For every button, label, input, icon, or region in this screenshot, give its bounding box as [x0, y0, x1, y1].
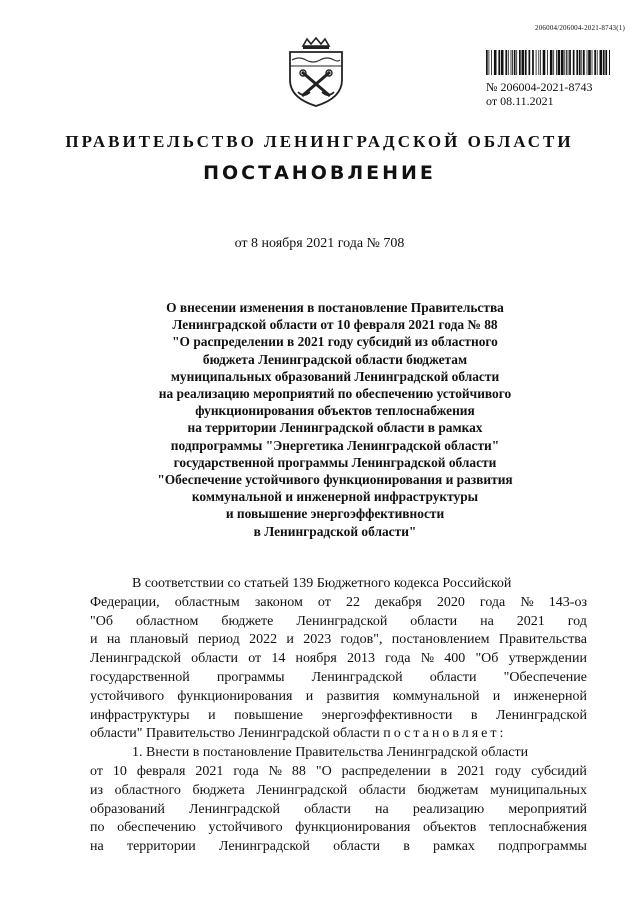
body-word: устойчивого [208, 820, 283, 836]
title-line: Ленинградской области от 10 февраля 2021 года № 88 [172, 317, 498, 333]
body-line [90, 594, 587, 613]
barcode-bar [540, 50, 541, 75]
body-word: Ленинградской [496, 707, 587, 723]
body-word: рамках [433, 839, 475, 855]
title-line: муниципальных образований Ленинградской области [170, 368, 500, 384]
body-word: областного [114, 782, 181, 798]
body-word: области [429, 669, 477, 685]
barcode [486, 50, 610, 75]
barcode-bar [505, 50, 507, 75]
body-word: области [358, 782, 406, 798]
body-line [90, 838, 587, 857]
body-word: инфраструктуры [90, 707, 190, 723]
body-word: повышение [234, 707, 303, 723]
body-word: от [317, 594, 331, 610]
title-line: в Ленинградской области" [253, 523, 417, 539]
body-word: Ленинградской [218, 839, 310, 855]
title-line: коммунальной и инженерной инфраструктуры [191, 489, 479, 505]
barcode-bar [609, 50, 610, 75]
body-word: в [403, 839, 410, 855]
document-date: от 8 ноября 2021 года № 708 [234, 236, 405, 251]
body-word: обеспечению [117, 820, 196, 836]
body-word: годов", [340, 632, 383, 648]
barcode-bar [556, 50, 557, 75]
body-word: № [420, 651, 435, 667]
body-word: объектов [422, 820, 477, 836]
barcode-bar [600, 50, 603, 75]
title-line: на территории Ленинградской области в рамках [187, 420, 483, 436]
body-line [90, 613, 587, 632]
title-line: бюджета Ленинградской области бюджетам [202, 351, 468, 367]
barcode-bar [592, 50, 593, 75]
body-line [90, 631, 587, 650]
barcode-bar [511, 50, 512, 75]
body-word: постановлением [391, 632, 490, 648]
barcode-bar [514, 50, 516, 75]
barcode-bar [538, 50, 539, 75]
body-word: в [470, 707, 478, 723]
barcode-bar [519, 50, 521, 75]
barcode-bar [605, 50, 607, 75]
body-word: функционирования [295, 820, 411, 836]
body-word: и [208, 707, 216, 723]
body-line [90, 669, 587, 688]
body-word: инженерной [513, 688, 587, 704]
barcode-bar [558, 50, 561, 75]
body-word: устойчивого [90, 688, 165, 704]
body-word: областным [174, 594, 240, 610]
body-word: Ленинградской [189, 801, 280, 817]
body-word: и [90, 632, 98, 648]
body-word: декабря [375, 594, 422, 610]
registration-date: от 08.11.2021 [486, 94, 554, 108]
barcode-bar [579, 50, 581, 75]
body-word: подпрограммы [498, 839, 587, 855]
registration-number: № 206004-2021-8743 [486, 80, 593, 94]
barcode-bar [583, 50, 585, 75]
barcode-bar [594, 50, 596, 75]
body-word: законом [254, 594, 303, 610]
body-word: образований [90, 801, 165, 817]
body-word: год [567, 613, 587, 629]
body-word: по [90, 820, 105, 836]
body-word: Ленинградской [90, 651, 181, 667]
body-word: 88 [291, 763, 306, 779]
title-line: и повышение энергоэффективности [225, 506, 445, 522]
body-word: от [90, 763, 103, 779]
body-word: бюджетам [417, 782, 479, 798]
body-word: области [304, 801, 351, 817]
body-word: из [90, 782, 104, 798]
body-word: субсидий [531, 763, 587, 779]
body-word: и [305, 688, 314, 704]
body-word: на [375, 801, 389, 817]
barcode-bar [532, 50, 534, 75]
barcode-bar [498, 50, 500, 75]
body-word: областном [135, 613, 199, 629]
body-word: "Об [90, 613, 113, 629]
body-line: В соответствии со статьей 139 Бюджетного кодекса Российской [132, 576, 512, 591]
body-word: и [286, 632, 294, 648]
title-line: "Обеспечение устойчивого функционирования и развития [157, 472, 513, 488]
body-word: период [197, 632, 240, 648]
body-word: области [333, 839, 380, 855]
barcode-bar [501, 50, 504, 75]
body-word: 400 [444, 651, 466, 667]
body-word: Ленинградской [311, 669, 403, 685]
document-code: 206004/206004-2021-8743(1) [535, 24, 625, 32]
barcode-bar [581, 50, 582, 75]
body-word: в [440, 763, 448, 779]
body-word: области [410, 613, 458, 629]
barcode-bar [588, 50, 591, 75]
barcode-bar [525, 50, 527, 75]
body-word: году [495, 763, 522, 779]
barcode-bar [566, 50, 567, 75]
barcode-bar [547, 50, 548, 75]
body-word: года [385, 651, 411, 667]
body-word: программы [216, 669, 285, 685]
body-line [90, 688, 587, 707]
body-word: Правительства [498, 632, 587, 648]
barcode-bar [561, 50, 564, 75]
body-word: территории [126, 839, 196, 855]
body-line [90, 782, 587, 801]
body-word: 22 [345, 594, 360, 610]
barcode-bar [550, 50, 553, 75]
barcode-bar [553, 50, 554, 75]
barcode-bar [587, 50, 588, 75]
document-type: ПОСТАНОВЛЕНИЕ [203, 162, 436, 184]
body-word: "О [315, 763, 332, 779]
body-line [90, 819, 587, 838]
title-line: государственной программы Ленинградской области [173, 454, 497, 470]
barcode-bar [569, 50, 571, 75]
body-word: 143-оз [548, 594, 587, 610]
registration-stamp [486, 80, 592, 108]
government-name: ПРАВИТЕЛЬСТВО ЛЕНИНГРАДСКОЙ ОБЛАСТИ [65, 132, 574, 151]
body-word: энергоэффективности [321, 707, 453, 723]
barcode-bar [576, 50, 578, 75]
body-word: 2022 [249, 632, 278, 648]
barcode-bar [568, 50, 569, 75]
barcode-bar [522, 50, 525, 75]
barcode-bar [603, 50, 605, 75]
barcode-bar [543, 50, 546, 75]
document-title [80, 299, 590, 540]
body-word: на [90, 839, 104, 855]
body-word: года [233, 763, 259, 779]
body-word: области [191, 651, 238, 667]
body-line: 1. Внести в постановление Правительства Ленинградской области [132, 745, 529, 761]
body-word: "Обеспечение [503, 669, 587, 685]
barcode-bar [516, 50, 517, 75]
barcode-bar [536, 50, 537, 75]
body-word: 10 [112, 763, 127, 779]
body-word: на [106, 632, 121, 648]
barcode-bar [491, 50, 492, 75]
body-word: ноября [295, 651, 337, 667]
body-word: государственной [90, 669, 190, 685]
barcode-bar [529, 50, 531, 75]
body-word: 14 [271, 651, 286, 667]
barcode-bar [512, 50, 513, 75]
barcode-bar [494, 50, 497, 75]
barcode-bar [489, 50, 490, 75]
body-word: Ленинградской [296, 613, 388, 629]
barcode-bar [486, 50, 488, 75]
coat-of-arms-emblem [286, 36, 346, 108]
body-word: Федерации, [90, 594, 160, 610]
body-word: бюджета [192, 782, 245, 798]
body-line: области" Правительство Ленинградской области постановляет: [90, 726, 507, 742]
body-word: распределении [341, 763, 431, 779]
barcode-bar [597, 50, 598, 75]
body-word: 2023 [303, 632, 332, 648]
body-word: бюджете [221, 613, 274, 629]
title-line: О внесении изменения в постановление Правительства [166, 300, 504, 315]
body-word: февраля [136, 763, 186, 779]
body-word: развития [326, 688, 380, 704]
body-word: мероприятий [508, 801, 587, 817]
body-word: реализацию [412, 801, 485, 817]
body-word: теплоснабжения [488, 820, 587, 836]
body-line [90, 707, 587, 726]
body-word: коммунальной [392, 688, 480, 704]
body-word: плановый [129, 632, 189, 648]
body-word: 2021 [195, 763, 224, 779]
barcode-bar [564, 50, 565, 75]
barcode-bar [573, 50, 575, 75]
body-word: 2013 [346, 651, 375, 667]
body-word: от [248, 651, 262, 667]
body-word: на [480, 613, 494, 629]
body-word: утверждении [508, 651, 587, 667]
body-line [90, 650, 587, 669]
body-word: "Об [475, 651, 499, 667]
body-word: 2021 [516, 613, 545, 629]
title-line: на реализацию мероприятий по обеспечению устойчивого [158, 386, 512, 402]
body-word: функционирования [177, 688, 293, 704]
body-word: и [492, 688, 501, 704]
body-word: 2020 [436, 594, 465, 610]
body-word: года [479, 594, 506, 610]
body-line [90, 763, 587, 782]
body-word: № [520, 594, 534, 610]
body-word: муниципальных [490, 782, 587, 798]
body-line [90, 801, 587, 820]
body-word: 2021 [457, 763, 486, 779]
body-word: Ленинградской [256, 782, 348, 798]
title-line: подпрограммы "Энергетика Ленинградской области" [170, 437, 500, 453]
barcode-bar [508, 50, 509, 75]
decree-word: постановляет: [383, 726, 507, 742]
title-line: функционирования объектов теплоснабжения [195, 403, 475, 419]
title-line: "О распределении в 2021 году субсидий из областного [172, 334, 498, 350]
body-word: № [268, 763, 282, 779]
document-body [90, 575, 587, 857]
